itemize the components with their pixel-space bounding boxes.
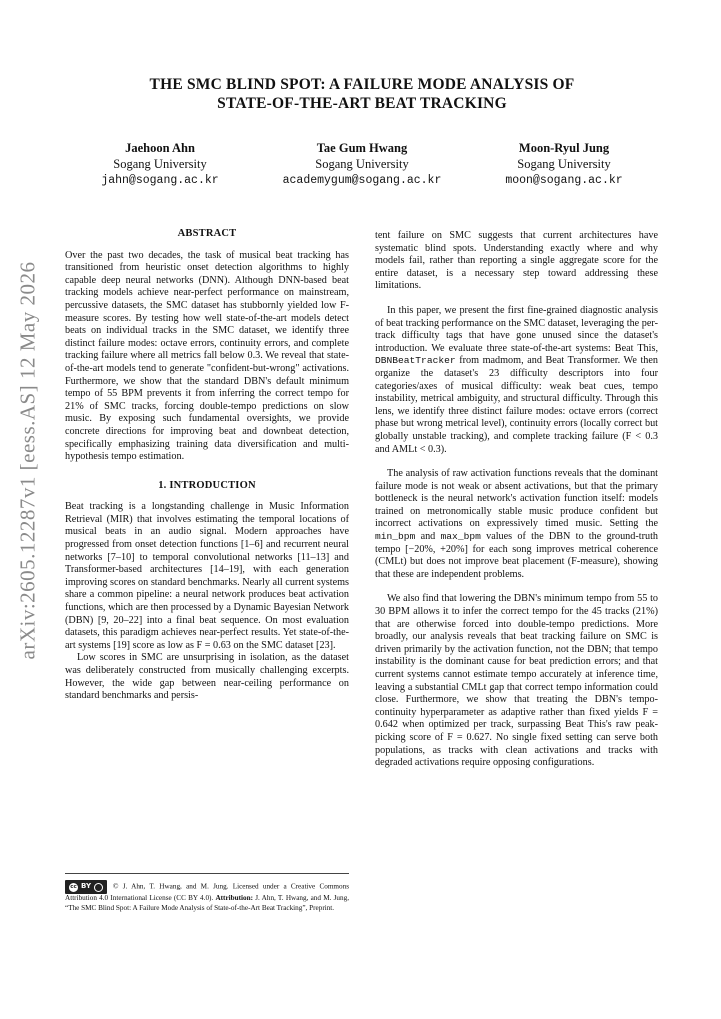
author-3 xyxy=(464,140,664,189)
right-paragraph-0: tent failure on SMC suggests that current architectures have systematic blind spots. Understanding exactly where and why models fail, rather than reporting a single aggregate score for the entire dataset, is a necessary step toward addressing these limitations. xyxy=(375,230,658,292)
code-min-bpm: min_bpm xyxy=(375,531,416,543)
paper-title xyxy=(60,75,664,113)
author-1 xyxy=(60,140,260,189)
author-2 xyxy=(262,140,462,189)
left-column xyxy=(65,228,349,703)
author-affiliation: Sogang University xyxy=(315,157,409,171)
footnote-text-a: © J. Ahn, T. Hwang, and M. Jung. Licensed under a Creative Commons Attribution 4.0 International License (CC BY 4.0). xyxy=(65,882,349,902)
code-dbnbeattracker: DBNBeatTracker xyxy=(375,355,456,367)
person-icon xyxy=(94,883,103,892)
text-run: and xyxy=(415,531,441,543)
introduction-paragraph-2: Low scores in SMC are unsurprising in isolation, as the dataset was deliberately constructed from musically challenging excerpts. However, the wide gap between near-ceiling performance on standard benchmarks and persis- xyxy=(65,652,349,702)
license-footnote xyxy=(65,873,349,913)
text-run: In this paper, we present the first fine-grained diagnostic analysis of beat tracking performance on the SMC dataset, leveraging the per-track difficulty tags that have gone unused since the dataset's introduction. We evaluate three state-of-the-art systems: Beat This, xyxy=(375,304,658,354)
paper-title-line-2: STATE-OF-THE-ART BEAT TRACKING xyxy=(217,95,507,112)
text-run: The analysis of raw activation functions reveals that the dominant failure mode is not weak or absent activations, but that the primary bottleneck is the neural network's activation function itself: models trained on metronomically stable music produce confident but incorrect activations on expressively timed music. Setting the xyxy=(375,468,658,530)
author-email: jahn@sogang.ac.kr xyxy=(101,174,219,187)
code-max-bpm: max_bpm xyxy=(440,531,481,543)
right-column xyxy=(375,230,658,770)
paper-title-line-1: THE SMC BLIND SPOT: A FAILURE MODE ANALYSIS OF xyxy=(149,76,575,93)
right-paragraph-3: We also find that lowering the DBN's minimum tempo from 55 to 30 BPM allows it to infer the correct tempo for the 45 tracks (21%) that are otherwise forced into double-tempo predictions. More broadly, our analysis reveals that beat tracking failure on SMC is driven primarily by the activation function, not the DBN; that tempo instability is the dominant cause for beat prediction errors; and that current systems cannot estimate tempo accurately at inference time, leaving a substantial CMLt gap that correct tempo information could close. Furthermore, we show that treating the DBN's tempo-continuity hyperparameter as adaptive rather than fixed yields F = 0.642 when optimized per track, surpassing Beat This's raw peak-picking score of F = 0.627. No single fixed setting can serve both populations, as tracks with clean activations and tracks with degraded activations require opposing configurations. xyxy=(375,593,658,769)
text-run: from madmom, and Beat Transformer. We then organize the dataset's 23 difficulty descriptors into four categories/axes of musical difficulty: weak beat cues, tempo instability, metrical ambiguity, and structural difficulty. Through this lens, we identify three distinct failure modes: octave errors (correct phase but wrong metrical level), continuity errors (locally correct but globally unstable tracking), and complete tracking failure (F < 0.3 and AMLt < 0.3). xyxy=(375,355,658,455)
author-email: moon@sogang.ac.kr xyxy=(505,174,623,187)
footnote-text-b: J. Ahn, T. Hwang, and M. Jung, “The SMC Blind Spot: A Failure Mode Analysis of State-of-the-Art Beat Tracking”, Preprint. xyxy=(65,894,349,912)
author-name: Moon-Ryul Jung xyxy=(518,141,610,155)
arxiv-identifier-text: arXiv:2605.12287v1 [eess.AS] 12 May 2026 xyxy=(15,261,40,659)
author-affiliation: Sogang University xyxy=(113,157,207,171)
author-affiliation: Sogang University xyxy=(517,157,611,171)
by-label: BY xyxy=(81,882,92,891)
author-name: Jaehoon Ahn xyxy=(125,141,195,155)
arxiv-identifier xyxy=(6,240,50,680)
author-email: academygum@sogang.ac.kr xyxy=(282,174,442,187)
text-run: values of the DBN to the ground-truth tempo [−20%, +20%] for each song improves metrical coherence (CMLt) but does not improve beat placement (F-measure), showing that these are independent problems. xyxy=(375,531,658,580)
cc-icon: cc xyxy=(70,883,77,890)
author-name: Tae Gum Hwang xyxy=(316,141,408,155)
author-block xyxy=(60,140,664,189)
cc-by-license-icon xyxy=(65,880,107,894)
right-paragraph-2 xyxy=(375,468,658,581)
attribution-label: Attribution: xyxy=(215,894,254,902)
right-paragraph-1 xyxy=(375,305,658,456)
abstract-heading: ABSTRACT xyxy=(177,228,237,239)
abstract-text: Over the past two decades, the task of musical beat tracking has transitioned from heuristic onset detection algorithms to highly capable deep neural networks (DNN). Although DNN-based beat tracking models achieve near-perfect performance on mainstream, percussive datasets, the SMC dataset has stubbornly yielded low F-measure scores. By testing how well state-of-the-art models detect beats on individual tracks in the SMC dataset, we identify three distinct failure modes: octave errors, continuity errors, and complete tracking failure where all metrics fall below 0.3. We reveal that state-of-the-art models tend to generate "confident-but-wrong" activations. Furthermore, we show that the standard DBN's default minimum tempo of 55 BPM prevents it from inferring the correct tempo for 21% of SMC tracks, forcing double-tempo predictions on slow music. By exposing such fundamental oversights, we provide concrete directions for improving beat and downbeat detection, specifically emphasizing training data diversification and multi-hypothesis tempo estimation. xyxy=(65,249,349,463)
introduction-heading: 1. INTRODUCTION xyxy=(158,479,256,491)
introduction-paragraph-1: Beat tracking is a longstanding challenge in Music Information Retrieval (MIR) that involves estimating the temporal locations of musical beats in an audio signal. Modern approaches have progressed from onset detection functions [1–6] and recurrent neural networks [7–10] to temporal convolutional networks [11–13] and Transformer-based architectures [14–19], with each generation improving scores on standard benchmarks. Nearly all current systems share a common pipeline: a neural network produces beat activation functions, which are then processed by a Dynamic Bayesian Network (DBN) [9, 20–22] into a final beat sequence. On most evaluation datasets, this paradigm achieves near-perfect results. Yet state-of-the-art systems [19] score as low as F = 0.63 on the SMC dataset [23]. xyxy=(65,501,349,651)
